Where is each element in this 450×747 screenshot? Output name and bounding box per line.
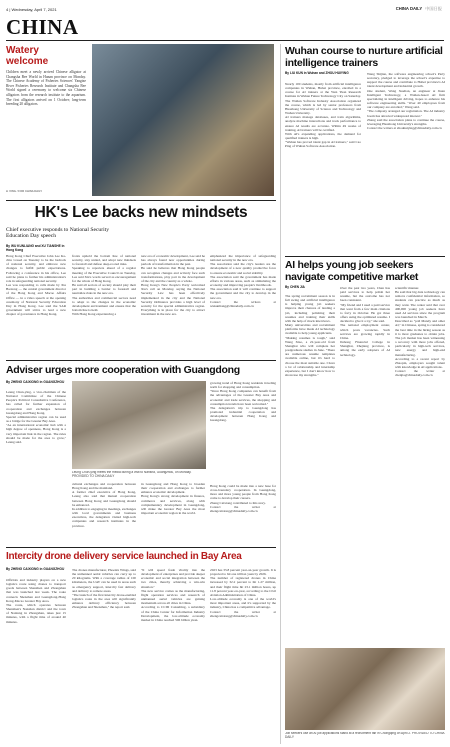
page-info: 4 | Wednesday, April 7, 2021	[6, 7, 57, 12]
nav-byline: By CHEN JIA	[285, 285, 305, 289]
rail-col4: 2023 has 33.8 percent year-on-year growth. It is projected to hit one trillion yuan by 2026. The number of registered drones in China increased by 32.2 percent to hit 1.27 million, and their flight time hit 23.1 million hours, up 11.8 percent year-on-year, according to the Civil Aviation Administration of China. Low-altitude economy is one of the world's most important areas, and it's supported by the industry, China has a competitive advantage. Contact the writer at zhengcaixiong@chinadaily.com.cn	[210, 568, 276, 618]
masthead-cn: 中国日报	[425, 6, 442, 11]
alligator-photo	[92, 44, 274, 196]
ai-byline: By LIU KUN in Wuhan and ZHOU HUIYING	[285, 71, 349, 75]
leung-photo	[72, 381, 206, 469]
gd-col5: Hong Kong could be made into a new base for cross-boundary cooperation. In Guangdong, more and more young people from Hong Kong come to develop their careers. Zheng Caixiong contributed to this story. Contact the writer at zhengcaixiong@chinadaily.com.cn	[210, 484, 276, 513]
rail-col3: "It will speed fresh vitality into the development of enterprises and provide deeper economic and social integration between the two cities, thereby achieving a win-win situation." The new service comes as the manufacturing, flight operation services and research of unmanned aerial vehicles are gaining momentum across all cities in China. According to CCID Consulting, a subsidiary of the China Center for Information Industry Development, the low-altitude economy market in China reached 506 billion yuan.	[141, 568, 205, 622]
watery-credit: LI XING / FOR CHINA DAILY	[6, 190, 43, 193]
hk-byline: By WU KUNLIANG and XU TIANSHE in Hong Kong	[6, 244, 65, 252]
watery-text: Children meet a newly arrived Chinese alligator at Changsha Bee World in Hunan province on Monday. The Chinese Academy of Fisheries Sciences' Yangtze River Fisheries Research Institute and Changsha Bee World signed a ceremony to welcome six Chinese alligators from the research institute to the aquarium. The first alligators arrived on 1 October; long-term breeding 20 alligators.	[6, 70, 86, 107]
gd-col4: growing trend of Hong Kong residents traveling north for shopping and consumption. "Since Hong Kong companies can benefit from the advantages of the Greater Bay Area and economic and trade services, the shopping and consumption trends have been welcomed." The delegation's trip to Guangdong has promoted industrial cooperation and development between Hong Kong and Guangdong.	[210, 381, 276, 423]
nav-headline: AI helps young job seekers navigate competitive market	[285, 259, 419, 283]
gd-col1: Leung Chun-ying, a vice-chairman of the National Committee of the Chinese People's Political Consultative Conference, has called for further expansion of cooperation and exchanges between Guangdong and Hong Kong. Special administrative region can be used as a bridge for the Greater Bay Area. "As an international economic hub with a high degree of openness, Hong Kong is a very important link in the region. The rules should be made for the area to grow," Leung said.	[6, 390, 66, 444]
rail-byline: By ZHENG CAIXIONG in GUANGZHOU	[6, 567, 65, 571]
ai-col1: Nearly 100 students, mostly from artificial intelligence companies in Wuhan, Hubei province, enrolled in a course for AI trainers at the Wen Yuan Research Institute in Wuhan Future Technology City on Saturday. The Wuhan Software Industry Association organized the course, which is led by senior professors from Huazhong University of Science and Technology and Wuhan University. AI trainers manage databases, and train algorithms, analyze machine interactions and track performance to ensure AI results are accurate. Within 49 weeks of training, AI trainers will be certified. With AI's expanding applications, the demand for qualified trainers is high. "Wuhan has proved talent gap in AI trainers," said Cao Ping of Wuhan Software Association.	[285, 82, 361, 149]
hk-subhead: Chief executive responds to National Security Education Day speech	[6, 227, 109, 240]
nav-col1: The spring recruitment season is in full swing and artificial intelligence is helping young job seekers improve their chances of landing a job, including polishing their resumes and training their skills with the help of mock interviews. Many universities and recruitment platforms have made AI technology available to help young applicants. "Making resumes is tough," said Wang Xiao, a 22-year-old from Shanghai who will complete her postgraduate studies in June. "There are numerous resume templates available online, but it's hard to choose the most suitable one. I have a lot of relationship and internship experience, but I don't know how to showcase my strengths."	[285, 294, 335, 377]
rail-col2: The drones manufacturer, Phoenix Wings, said the unmanned aerial vehicles can carry up to 20 kilograms. With a coverage radius of 100 kilometers, the UAV can be used in areas such as emergency support, intercity fast delivery and delivery to remote areas. "The launch of the first intercity drone-enabled logistics route in the area will significantly enhance delivery efficiency between Zhongshan and Shenzhen," the report said.	[72, 568, 136, 610]
hk-col2: fronts uphold the bottom line of national security, stay united, and adopt new mindsets to forestall and defuse deep-rooted risks. Speaking to reporters ahead of a regular meeting of the Executive Council on Tuesday, Lee said Xia's words served as encouragement for the whole of Hong Kong. He said all sectors of society should play their part in building a barrier to forestall and neutralize risks in the new era. The authorities and commercial sectors need to adapt to the changes in the economic development environment and ensure that the bottom line is held. With Hong Kong experiencing a	[72, 254, 136, 317]
nav-col2: Over the past two years, Chen has paid services to help polish her resume, but the outcome has not been consistent. "My friend and I used a paid service that went from a few main citations to forty in October. He got three offers using the optimized resume. I decided to give it a try," she said. The national employment center, which posts vacancies. Such services are growing rapidly in China. Jinhong Financial College in Shanghai, Zhejiang province, is among the early adopters of AI technology.	[340, 286, 390, 357]
rail-headline: Intercity drone delivery service launched in Bay Area	[6, 551, 242, 562]
rail-col1: Officials and industry players on a new logistics route using drones to transport goods between Shenzhen and Zhongshan that was launched last week. The route connects Shenzhen and Guangdong-Hong Kong-Macao Greater Bay Area. The route, which operates between Shenzhen's Nanshan district and the town of Nanlang in Zhongshan, takes just 15 minutes, with a flight time of around 40 minutes.	[6, 578, 66, 624]
nav-caption: Job seekers use an AI job applications stand at a recruitment fair in Chongqing on April 2. PROVIDED TO CHINA DAILY	[285, 732, 445, 739]
watery-title: Watery welcome	[6, 45, 49, 67]
gd-byline: By ZHENG CAIXIONG in GUANGZHOU	[6, 380, 65, 384]
ai-col2: Wang Shijian, the software engineering school's Party secretary, pledged to leverage the school's expertise to support the course and contribute to Hubei province's AI talent development and industrial growth. One student, Wang Xuelian, an engineer at Jiuan Intelligent Technology, a Wuhan-based AI firm specializing in intelligent driving, hopes to enhance his software engineering skills. "Over 40 employees from our company are enrolled," Wang said. "The company arranged our registration. The AI industry boom has attracted widespread interest." Zhang said the association plans to continue the course, leveraging Huazhong University's strengths. Contact the writers at zhouhuiying@chinadaily.com.cn	[367, 72, 445, 131]
gd-col2: cultural exchanges and cooperation between Hong Kong and the mainland. A former chief executive of Hong Kong, Leung also said that mutual cooperation between Hong Kong and Guangdong should be enhanced. In addition to engaging in meetings, exchanges with local governments and business executives, the delegation visited high-tech companies and research institutes in the province.	[72, 482, 136, 528]
masthead-en: CHINA DAILY	[395, 6, 423, 11]
ai-headline: Wuhan course to nurture artificial intelligence trainers	[285, 45, 443, 69]
section-title: CHINA	[6, 15, 79, 39]
nav-col3: scientific manner. He said that big data technology can remove confidential information, so students can practice as much as they want. The center said that over 400,000 young job seekers have used AI services since the program was launched in March. Described as "poll Mandy and other AI," in Chinese, spring is considered the best time in the hiring season as it is most graduates to obtain jobs. The job market has been witnessing a recovery with more jobs offered, particularly in high-tech services, new energy and high-end manufacturing. According to a recent report by Zhaopin, employers sought talent with knowledge in AI applications. Contact the writer at chenjia@chinadaily.com.cn	[395, 286, 445, 378]
hk-col4: emphasized the importance of safeguarding national security in the new era. The association said the city's leaders are the development of a new quality productive force to ensure economic and social stability. The association said the government has made efforts in various areas, such as stimulating the economy and improving people's livelihoods. The association said it will continue to support the government and the city to develop in the new era. Contact the writers at wukunliang@chinadaily.com.cn	[210, 254, 276, 308]
job-fair-photo	[285, 648, 445, 730]
gd-col3: in Guangdong and Hong Kong to broaden their cooperation and exchanges to further enhance economic development. Hong Kong's strong development in finance, commerce and services, along with complementary development in Guangdong, will make the Greater Bay Area the most important economic region in the world.	[141, 482, 205, 516]
hk-headline: HK's Lee backs new mindsets	[34, 204, 248, 221]
hk-col1: Hong Kong Chief Executive John Lee Ka-chiu vowed on Tuesday to be the bedrock of national security, and embrace new changes to fulfill public expectations. Following a conference in his office, Lee said he plans to further his administration's role in safeguarding national security. Lee was responding to calls made by Xia Baolong — the central government director of the Hong Kong and Macao Affairs Office — in a video speech at the opening ceremony of National Security Education Day in Hong Kong. Lee said the SAR government will strive to lead a new chapter of governance in Hong Kong.	[6, 254, 66, 317]
hk-col3: new era of economic development, Lee said he has always found new opportunities during periods of transformation in the past. He said he believes that Hong Kong people can recognize changes and actively face such transformations, play part in the development of the city and the country as a whole. Hong Kong's New People's Party welcomed Xia's call on Monday, saying the National Security Law has been effectively implemented in the city and the National Security Ordinance provides a high level of security for the special administrative region. Everything is in place for the city to attract investment in the new era.	[141, 254, 205, 317]
gd-headline: Adviser urges more cooperation with Guangdong	[6, 364, 240, 376]
masthead	[396, 6, 442, 12]
section-rule	[6, 40, 444, 41]
gd-caption: Leung Chun-ying meets the media during a visit to Nansha, Guangzhou, on Monday. PROVIDED TO CHINA DAILY	[72, 471, 192, 478]
